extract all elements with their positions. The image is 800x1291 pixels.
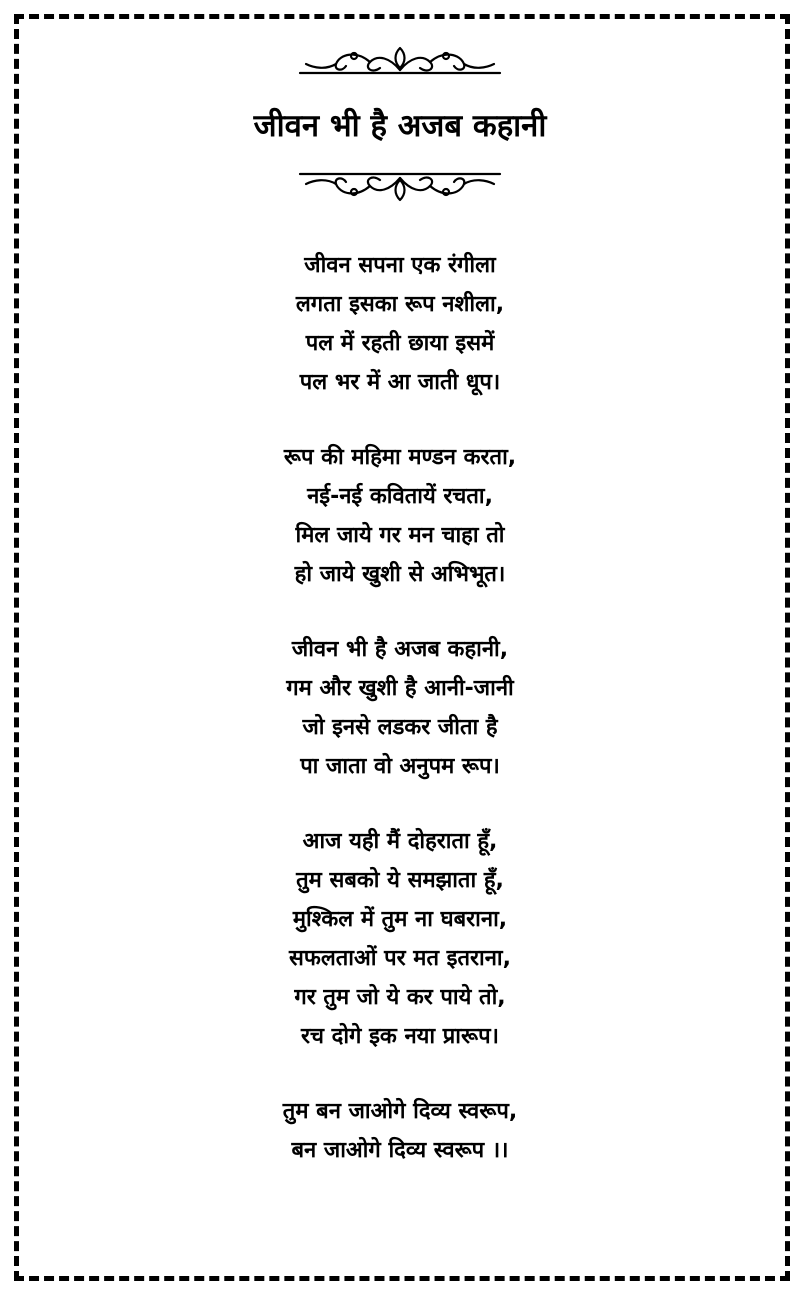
poem-line: आज यही मैं दोहराता हूँ, <box>302 829 498 854</box>
poem-line: सफलताओं पर मत इतराना, <box>289 946 511 971</box>
stanza-1 <box>0 246 800 402</box>
poem-line: पल में रहती छाया इसमें <box>305 331 495 356</box>
poem-line: रूप की महिमा मण्डन करता, <box>283 445 517 470</box>
poem-line: पल भर में आ जाती धूप। <box>299 370 501 395</box>
poem-line: तुम सबको ये समझाता हूँ, <box>296 868 504 893</box>
poem-line: पा जाता वो अनुपम रूप। <box>300 754 500 779</box>
poem-line: हो जाये खुशी से अभिभूत। <box>294 562 506 587</box>
poem-title: जीवन भी है अजब कहानी <box>253 108 547 144</box>
stanza-4 <box>0 822 800 1056</box>
stanza-3 <box>0 630 800 786</box>
poem-line: बन जाओगे दिव्य स्वरूप ।। <box>291 1138 509 1163</box>
top-flourish-ornament <box>290 40 510 80</box>
poem-line: नई-नई कवितायें रचता, <box>307 484 493 509</box>
poem-line: गम और खुशी है आनी-जानी <box>286 676 514 701</box>
stanza-2 <box>0 438 800 594</box>
poem-line: जीवन भी है अजब कहानी, <box>291 637 509 662</box>
poem-line: जीवन सपना एक रंगीला <box>304 253 496 278</box>
poem-line: मुश्किल में तुम ना घबराना, <box>292 907 508 932</box>
poem-line: जो इनसे लडकर जीता है <box>302 715 498 740</box>
stanza-5 <box>0 1092 800 1170</box>
poem-line: तुम बन जाओगे दिव्य स्वरूप, <box>282 1099 518 1124</box>
poem-line: रच दोगे इक नया प्रारूप। <box>301 1024 499 1049</box>
poem-line: गर तुम जो ये कर पाये तो, <box>294 985 506 1010</box>
poem-line: लगता इसका रूप नशीला, <box>295 292 505 317</box>
poem-body <box>0 246 800 1206</box>
bottom-flourish-ornament <box>290 166 510 206</box>
poem-line: मिल जाये गर मन चाहा तो <box>295 523 505 548</box>
